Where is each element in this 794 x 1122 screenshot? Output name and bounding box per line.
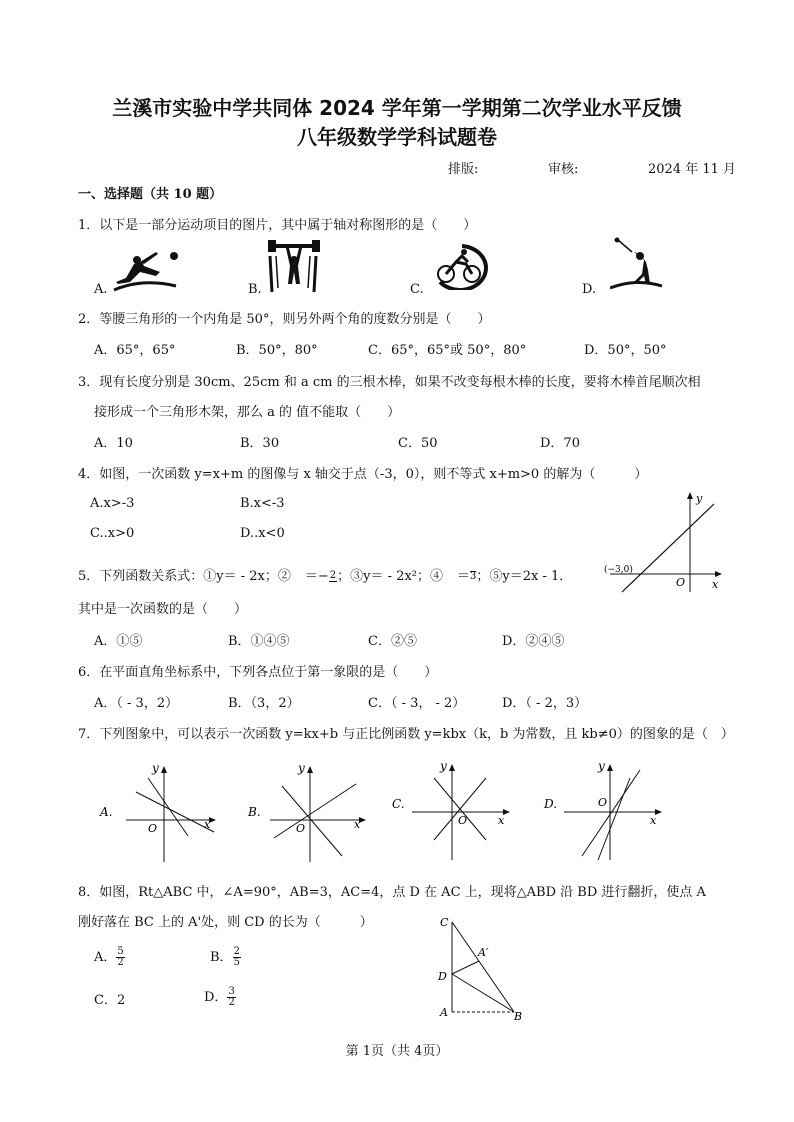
q5-option-d: D．②④⑤: [502, 634, 565, 649]
q5-part2: ＝−: [304, 569, 329, 584]
q5-fraction2: 3: [470, 571, 477, 582]
svg-text:x: x: [650, 814, 657, 827]
q5-option-c: C．②⑤: [368, 634, 417, 649]
q5-option-b: B．①④⑤: [228, 634, 290, 649]
svg-text:y: y: [152, 761, 159, 775]
q7-graph-d: [542, 756, 672, 862]
page-title: 兰溪市实验中学共同体 2024 学年第一学期第二次学业水平反馈: [112, 96, 682, 120]
weightlifting-icon: [266, 240, 322, 296]
svg-text:x: x: [204, 818, 211, 831]
page-subtitle: 八年级数学学科试题卷: [297, 125, 497, 149]
q5-line2: 其中是一次函数的是（ ）: [78, 602, 248, 617]
q4-option-c: C..x>0: [90, 526, 135, 541]
q7a-label: A.: [100, 805, 113, 819]
q1-stem: 1．以下是一部分运动项目的图片，其中属于轴对称图形的是（ ）: [78, 218, 477, 233]
q4-option-b: B.x<-3: [240, 496, 285, 511]
q3-option-b: B．30: [240, 436, 280, 451]
svg-text:O: O: [598, 796, 608, 809]
svg-text:y: y: [598, 759, 605, 773]
q8-triangle-figure: [434, 912, 534, 1024]
q8-label-a-prime: A′: [478, 946, 489, 959]
q8-stem-line1: 8．如图，Rt△ABC 中，∠A=90°，AB=3，AC=4，点 D 在 AC 上，现将△ABD 沿 BD 进行翻折，使点 A: [78, 885, 706, 900]
q5-part1: 5．下列函数关系式：①y＝ - 2x；②: [78, 569, 291, 584]
q2-option-d: D．50°，50°: [584, 343, 667, 358]
q2-stem: 2．等腰三角形的一个内角是 50°，则另外两个角的度数分别是（ ）: [78, 312, 491, 327]
page-footer: 第 1页（共 4页）: [345, 1044, 449, 1059]
q5-part4: ＝: [457, 569, 471, 584]
q5-part3: ；③y＝ - 2x²；④: [337, 569, 443, 584]
q8-label-c: C: [440, 916, 449, 929]
q5-part5: ；⑤y＝2x - 1．: [476, 569, 573, 584]
q4-option-a: A.x>-3: [90, 496, 135, 511]
q6-option-b: B．（3，2）: [228, 696, 300, 711]
q3-stem-line1: 3．现有长度分别是 30cm、25cm 和 a cm 的三根木棒，如果不改变每根木棒的长度，要将木棒首尾顺次相: [78, 375, 701, 390]
q1-option-d: D.: [582, 282, 597, 297]
q3-option-a: A．10: [94, 436, 133, 451]
golf-icon: [610, 236, 664, 294]
q6-option-d: D．（ - 2，3）: [502, 696, 588, 711]
q4-stem: 4．如图，一次函数 y=x+m 的图像与 x 轴交于点（-3，0），则不等式 x+m>0 的解为（ ）: [78, 467, 648, 482]
svg-text:O: O: [458, 814, 468, 827]
q8-option-c: C．2: [94, 993, 126, 1008]
q8-label-b: B: [514, 1010, 523, 1023]
q1-option-a: A.: [94, 282, 108, 297]
q4-option-d: D..x<0: [240, 526, 285, 541]
q1-option-b: B.: [248, 282, 262, 297]
exam-date: 2024 年 11 月: [648, 162, 737, 177]
q4-origin-label: O: [676, 576, 686, 589]
q4-y-label: y: [696, 492, 703, 505]
q7b-label: B.: [248, 805, 261, 819]
volleyball-icon: [112, 238, 182, 296]
q8-label-a: A: [440, 1006, 448, 1019]
svg-text:y: y: [298, 761, 305, 775]
q3-option-d: D．70: [540, 436, 580, 451]
q6-stem: 6．在平面直角坐标系中，下列各点位于第一象限的是（ ）: [78, 665, 438, 680]
review-label: 审核:: [548, 162, 579, 177]
q7-stem: 7．下列图象中，可以表示一次函数 y=kx+b 与正比例函数 y=kbx（k，b 为常数，且 kb≠0）的图象的是（ ）: [78, 727, 734, 742]
q3-stem-line2: 接形成一个三角形木架，那么 a 的 值不能取（ ）: [94, 405, 401, 420]
q5-option-a: A．①⑤: [94, 634, 143, 649]
q8-stem-line2: 刚好落在 BC 上的 A'处，则 CD 的长为（ ）: [78, 915, 373, 930]
q8-option-a: A． $\frac{5}{2}$: [94, 946, 124, 968]
q7-graph-c: [390, 756, 520, 862]
q7-graph-b: [246, 758, 376, 864]
q8-option-b: B． $\frac{2}{5}$: [210, 946, 240, 968]
q2-option-b: B．50°，80°: [236, 343, 318, 358]
typeset-label: 排版:: [448, 162, 479, 177]
q4-point-label: (−3,0): [604, 565, 633, 575]
q3-option-c: C．50: [398, 436, 438, 451]
svg-text:O: O: [148, 822, 158, 835]
svg-text:x: x: [498, 814, 505, 827]
q4-x-label: x: [712, 578, 719, 591]
cycling-icon: [432, 242, 492, 290]
q6-option-a: A．（ - 3，2）: [94, 696, 179, 711]
q8-option-d: D． $\frac{3}{2}$: [204, 986, 235, 1008]
q2-option-c: C．65°，65°或 50°，80°: [368, 343, 527, 358]
q7-graph-a: [96, 758, 226, 864]
q5-fraction1: 2: [329, 570, 337, 581]
q7d-label: D.: [544, 797, 558, 811]
svg-text:x: x: [354, 818, 361, 831]
svg-text:y: y: [440, 759, 447, 773]
q7c-label: C.: [392, 797, 405, 811]
q2-option-a: A．65°，65°: [94, 343, 176, 358]
section-heading: 一、选择题（共 10 题）: [78, 187, 223, 202]
q6-option-c: C．（ - 3， - 2）: [368, 696, 466, 711]
svg-text:O: O: [296, 822, 306, 835]
q1-option-c: C.: [410, 282, 424, 297]
q5-stem: [78, 565, 572, 584]
q8-label-d: D: [438, 970, 447, 983]
q4-graph: [600, 488, 728, 596]
